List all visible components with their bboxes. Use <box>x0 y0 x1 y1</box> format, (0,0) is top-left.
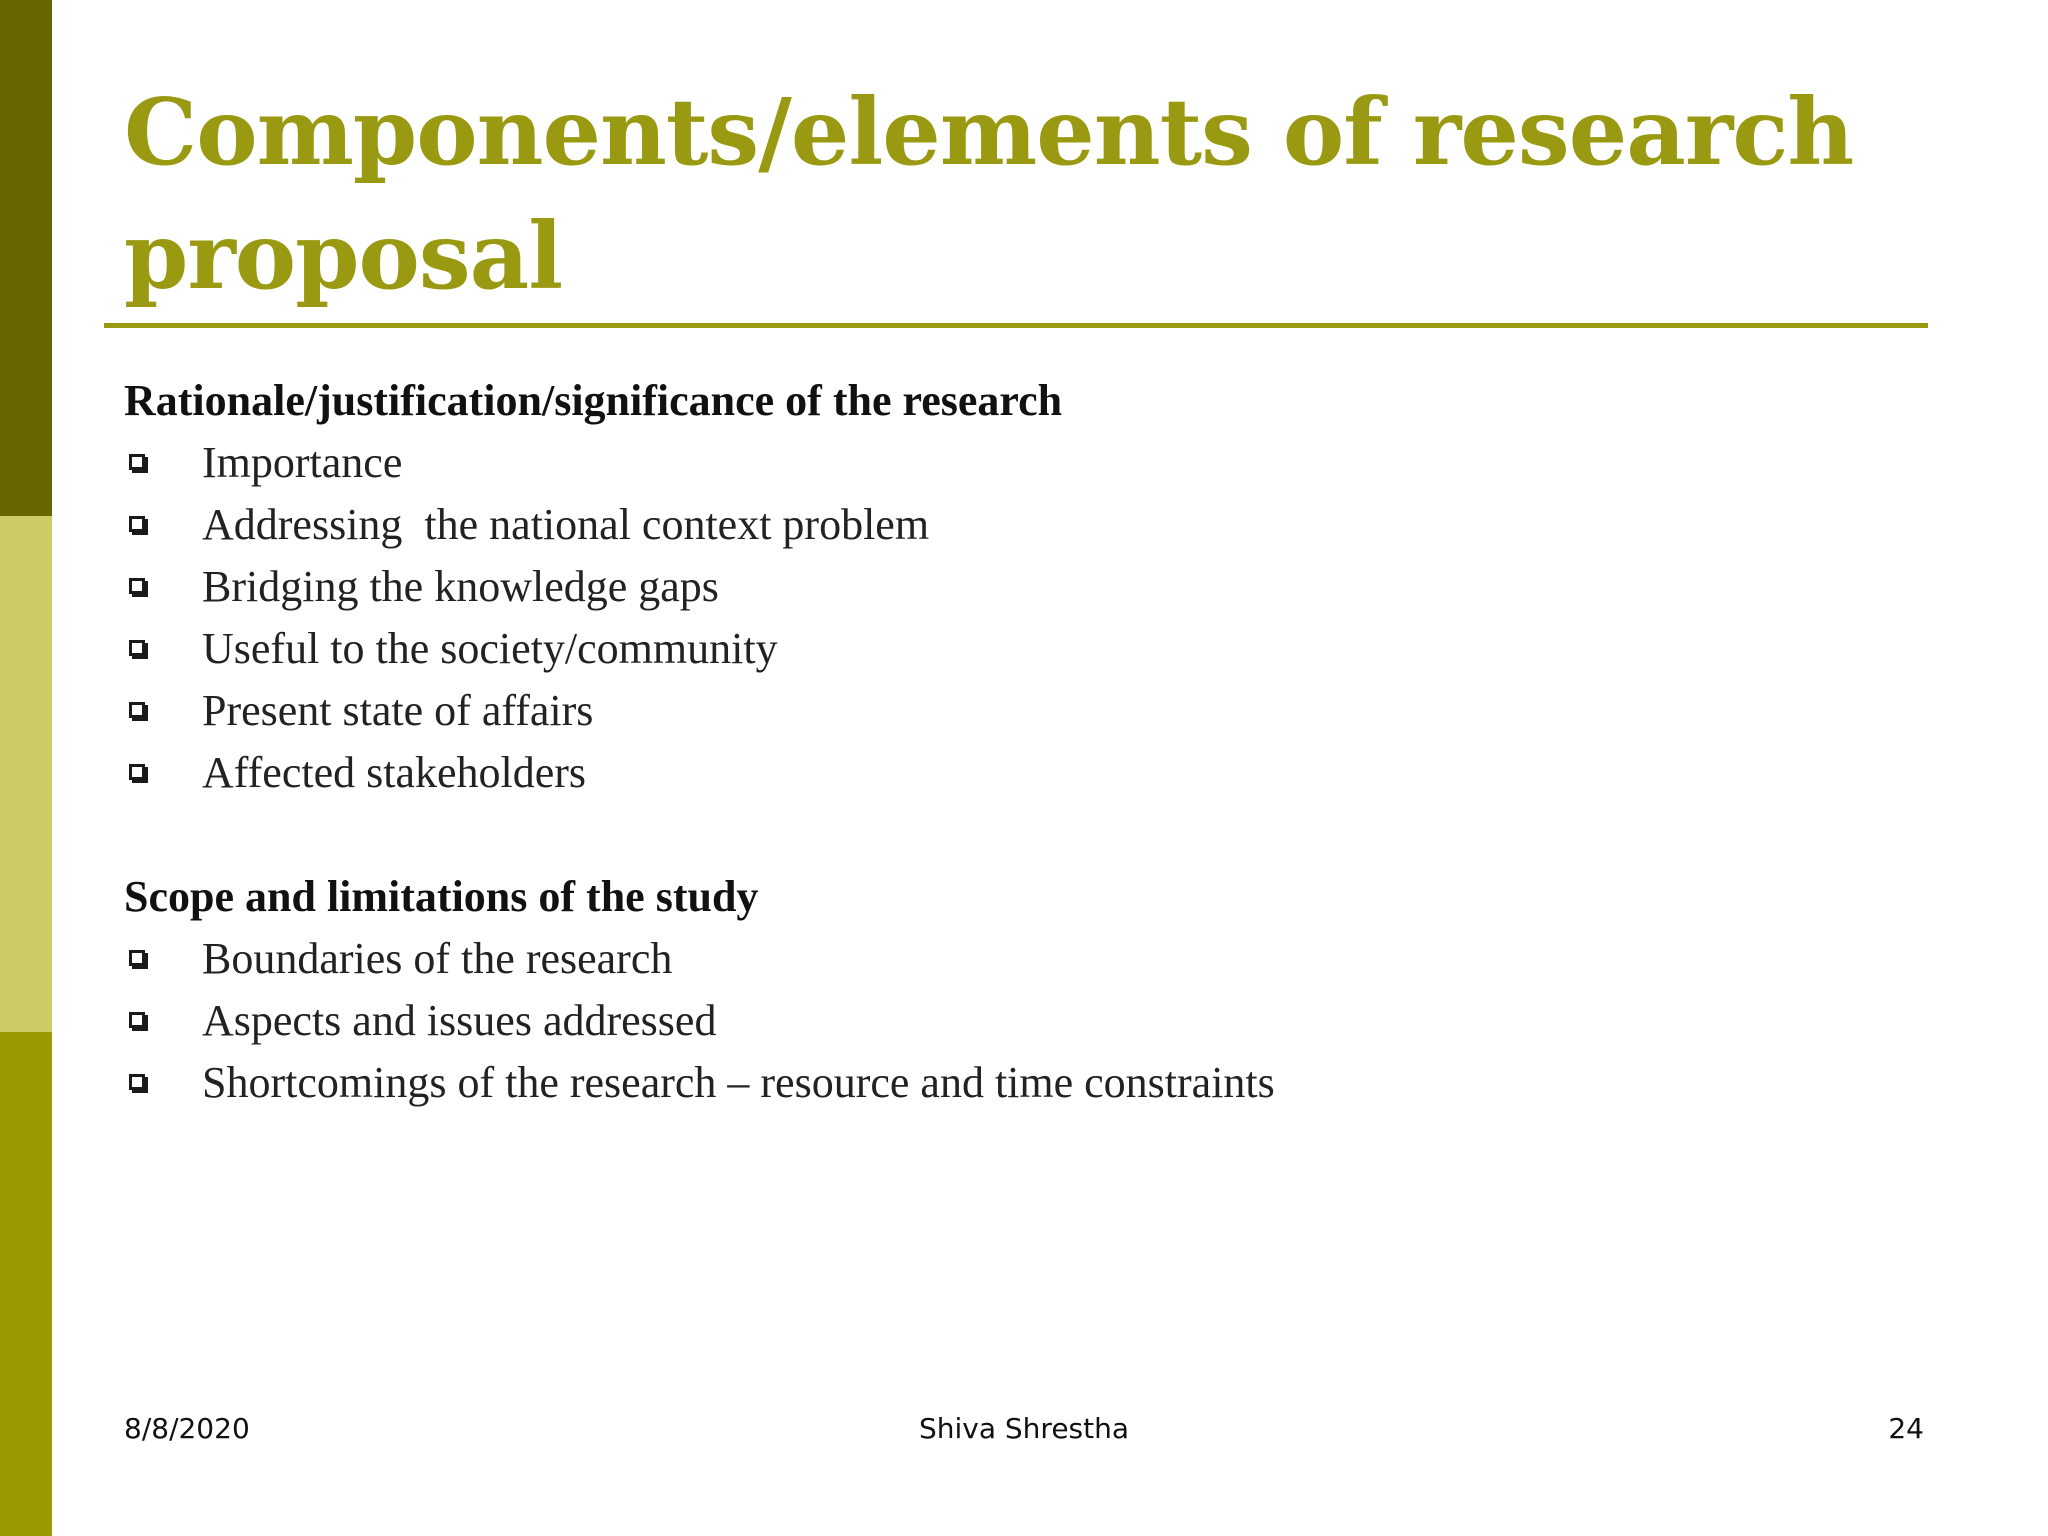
list-item <box>124 990 1944 1052</box>
bullet-list-scope <box>124 928 1944 1114</box>
slide-content <box>124 370 1944 1114</box>
checkbox-bullet-icon <box>129 950 145 966</box>
list-item-text: Shortcomings of the research – resource and time constraints <box>202 1058 1275 1107</box>
list-item <box>124 1052 1944 1114</box>
sidebar-stripe-middle <box>0 516 52 1032</box>
list-item <box>124 618 1944 680</box>
list-item <box>124 556 1944 618</box>
section-spacer <box>124 804 1944 866</box>
title-underline <box>104 323 1928 328</box>
list-item-text: Aspects and issues addressed <box>202 996 717 1045</box>
sidebar-stripe-top <box>0 0 52 516</box>
list-item-text: Importance <box>202 438 403 487</box>
checkbox-bullet-icon <box>129 454 145 470</box>
list-item <box>124 432 1944 494</box>
footer-author: Shiva Shrestha <box>918 1412 1130 1445</box>
list-item-text: Boundaries of the research <box>202 934 673 983</box>
list-item <box>124 680 1944 742</box>
checkbox-bullet-icon <box>129 516 145 532</box>
page-number: 24 <box>1888 1412 1924 1445</box>
list-item-text: Affected stakeholders <box>202 748 587 797</box>
checkbox-bullet-icon <box>129 1012 145 1028</box>
checkbox-bullet-icon <box>129 640 145 656</box>
section-heading-scope: Scope and limitations of the study <box>124 872 759 921</box>
list-item <box>124 742 1944 804</box>
list-item-text: Useful to the society/community <box>202 624 778 673</box>
checkbox-bullet-icon <box>129 702 145 718</box>
list-item-text: Bridging the knowledge gaps <box>202 562 719 611</box>
checkbox-bullet-icon <box>129 764 145 780</box>
checkbox-bullet-icon <box>129 1074 145 1090</box>
list-item <box>124 494 1944 556</box>
footer-date: 8/8/2020 <box>124 1412 250 1445</box>
bullet-list-rationale <box>124 432 1944 804</box>
section-heading-rationale: Rationale/justification/significance of the research <box>124 376 1063 425</box>
slide-title: Components/elements of research proposal <box>124 78 1854 310</box>
list-item-text: Addressing the national context problem <box>202 500 930 549</box>
list-item <box>124 928 1944 990</box>
sidebar-stripe-bottom <box>0 1032 52 1536</box>
checkbox-bullet-icon <box>129 578 145 594</box>
list-item-text: Present state of affairs <box>202 686 594 735</box>
